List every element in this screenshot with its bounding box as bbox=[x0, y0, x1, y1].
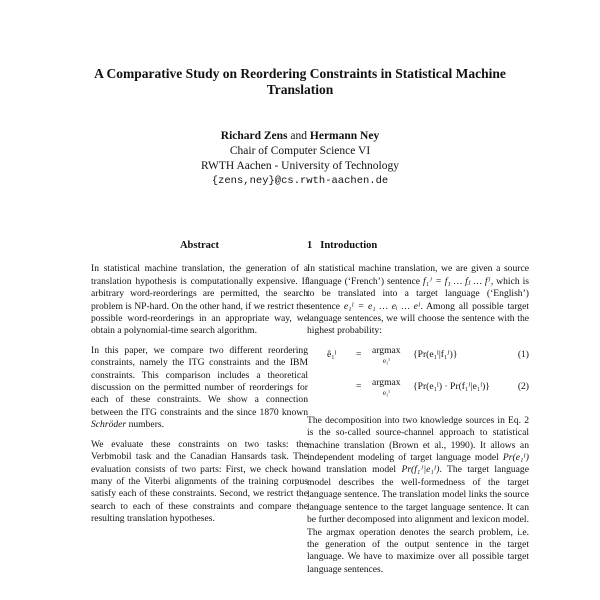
abstract-paragraph-3: We evaluate these constraints on two tasks: the Verbmobil task and the Canadian Hansards task. The evaluation consists of two parts: First, we check how many of the Viterbi alignments of the training corpus satisfy each of these constraints. Second, we restrict the search to each of these constraints and compare the resulting translation hypotheses. bbox=[91, 438, 308, 525]
author-conjunction: and bbox=[290, 130, 308, 142]
intro-p2-a: The decomposition into two knowledge sources in Eq. 2 is the so-called source-channel approach to statistical machine translation (Brown et al., 1990). It allows an independent modeling of target language model bbox=[307, 414, 529, 464]
eq2-rhs: {Pr(e₁ᴵ) · Pr(f₁ᴶ|e₁ᴵ)} bbox=[413, 380, 490, 392]
equation-1 bbox=[307, 345, 529, 377]
schroder-term: Schröder bbox=[91, 419, 127, 431]
author-email: {zens,ney}@cs.rwth-aachen.de bbox=[211, 175, 389, 187]
abstract-heading: Abstract bbox=[179, 240, 220, 251]
eq2-argmax bbox=[372, 377, 401, 397]
eq1-number: (1) bbox=[517, 348, 529, 360]
target-sentence-formula: e₁ᴵ = e₁ … eᵢ … eᴵ bbox=[343, 300, 421, 312]
abstract-p2-end: numbers. bbox=[128, 419, 165, 431]
language-model-formula: Pr(e₁ᴵ) bbox=[502, 452, 529, 464]
author-block bbox=[150, 129, 450, 189]
section-title: Introduction bbox=[320, 240, 378, 251]
intro-heading bbox=[307, 240, 529, 252]
affiliation-university: RWTH Aachen - University of Technology bbox=[201, 160, 399, 172]
intro-p2-b: and translation model bbox=[307, 464, 397, 476]
source-sentence-formula: f₁ᴶ = f₁ … fⱼ … fᴶ bbox=[423, 275, 491, 287]
intro-p2-c: . The target language model describes the well-formedness of the target language sentence. The translation model links the source language sentence to the target language sentence. It can be further decomposed into alignment and lexicon model. The argmax operation denotes the search problem, i.e. the generation of the output sentence in the target language. We have to maximize over all possible target language sentences. bbox=[307, 464, 529, 575]
section-number: 1 bbox=[307, 240, 313, 251]
eq2-number: (2) bbox=[517, 380, 529, 392]
left-column bbox=[91, 240, 308, 533]
abstract-p2-text: In this paper, we compare two different reordering constraints, namely the ITG constraints and the IBM constraints. This comparison includes a theoretical discussion on the permitted number of reorderings for each of these constraints. We show a connection between the ITG constraints and the since 1870 known bbox=[91, 344, 308, 418]
author-1: Richard Zens bbox=[220, 130, 288, 142]
eq1-lhs: ê₁ᴵ bbox=[327, 348, 337, 360]
intro-p1-a: In statistical machine translation, we are given a source language (‘French’) sentence bbox=[307, 263, 529, 287]
right-column bbox=[307, 240, 529, 583]
eq2-argmax-label: argmax bbox=[372, 376, 401, 388]
eq1-argmax-label: argmax bbox=[372, 344, 401, 356]
intro-p1-c: . Among all possible target language sentences, we will choose the sentence with the highest probability: bbox=[307, 300, 529, 337]
equation-2 bbox=[307, 377, 529, 409]
abstract-paragraph-1: In statistical machine translation, the generation of a translation hypothesis is computationally expensive. If arbitrary word-reorderings are permitted, the search problem is NP-hard. On the other hand, if we restrict the possible word-reorderings in an appropriate way, we obtain a polynomial-time search algorithm. bbox=[91, 263, 308, 337]
intro-paragraph-1 bbox=[307, 263, 529, 337]
eq1-rhs: {Pr(e₁ᴵ|f₁ᴶ)} bbox=[413, 348, 458, 360]
intro-paragraph-2 bbox=[307, 415, 529, 576]
affiliation-department: Chair of Computer Science VI bbox=[229, 145, 371, 157]
eq1-argmax-sub: e₁ᴵ bbox=[382, 357, 390, 366]
translation-model-formula: Pr(f₁ᴶ|e₁ᴵ) bbox=[401, 464, 440, 476]
eq1-equals: = bbox=[356, 348, 362, 360]
paper-title: A Comparative Study on Reordering Constraints in Statistical Machine Translation bbox=[94, 66, 506, 97]
author-2: Hermann Ney bbox=[309, 130, 380, 142]
author-names bbox=[150, 129, 450, 144]
abstract-paragraph-2 bbox=[91, 345, 308, 432]
intro-p1-b: , which is to be translated into a target language (‘English’) sentence bbox=[307, 275, 530, 312]
eq2-argmax-sub: e₁ᴵ bbox=[382, 389, 390, 398]
eq1-argmax bbox=[372, 345, 401, 365]
eq2-equals: = bbox=[356, 380, 362, 392]
